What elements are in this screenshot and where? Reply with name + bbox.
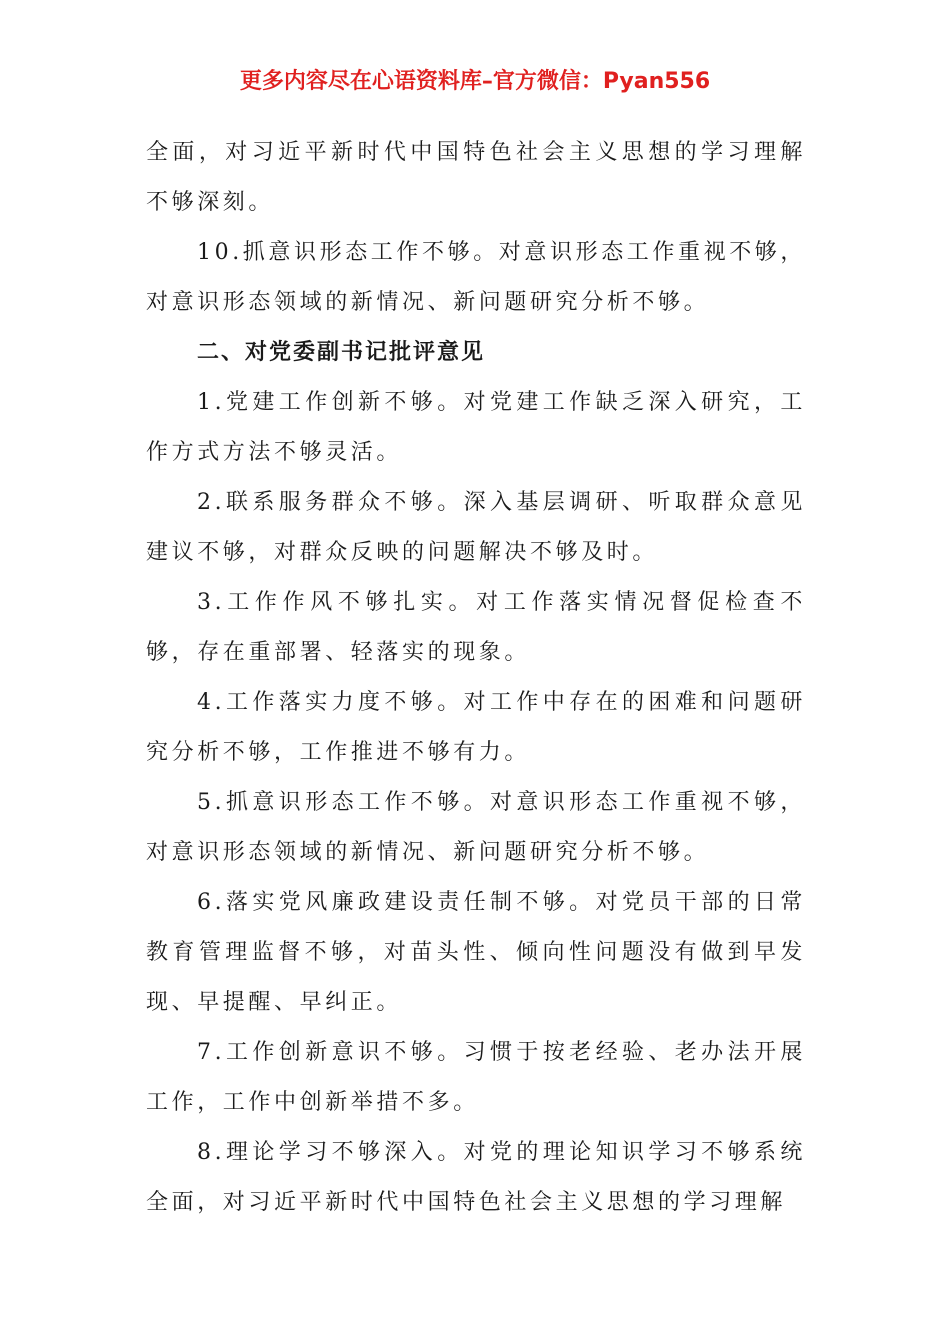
paragraph-continuation: 全面，对习近平新时代中国特色社会主义思想的学习理解不够深刻。 <box>146 140 806 215</box>
list-item-10: 10.抓意识形态工作不够。对意识形态工作重视不够，对意识形态领域的新情况、新问题研究分析不够。 <box>146 240 806 315</box>
document-body <box>146 128 806 1228</box>
list-item-4: 4.工作落实力度不够。对工作中存在的困难和问题研究分析不够，工作推进不够有力。 <box>146 690 806 765</box>
list-item-2: 2.联系服务群众不够。深入基层调研、听取群众意见建议不够，对群众反映的问题解决不够及时。 <box>146 490 806 565</box>
list-item-8: 8.理论学习不够深入。对党的理论知识学习不够系统全面，对习近平新时代中国特色社会主义思想的学习理解 <box>146 1140 806 1215</box>
list-item-3: 3.工作作风不够扎实。对工作落实情况督促检查不够，存在重部署、轻落实的现象。 <box>146 590 806 665</box>
list-item-5: 5.抓意识形态工作不够。对意识形态工作重视不够，对意识形态领域的新情况、新问题研究分析不够。 <box>146 790 806 865</box>
list-item-1: 1.党建工作创新不够。对党建工作缺乏深入研究，工作方式方法不够灵活。 <box>146 390 806 465</box>
list-item-6: 6.落实党风廉政建设责任制不够。对党员干部的日常教育管理监督不够，对苗头性、倾向性问题没有做到早发现、早提醒、早纠正。 <box>146 890 806 1015</box>
list-item-7: 7.工作创新意识不够。习惯于按老经验、老办法开展工作，工作中创新举措不多。 <box>146 1040 806 1115</box>
watermark-header: 更多内容尽在心语资料库–官方微信：Pyan556 <box>239 69 711 94</box>
section-heading: 二、对党委副书记批评意见 <box>197 340 486 365</box>
